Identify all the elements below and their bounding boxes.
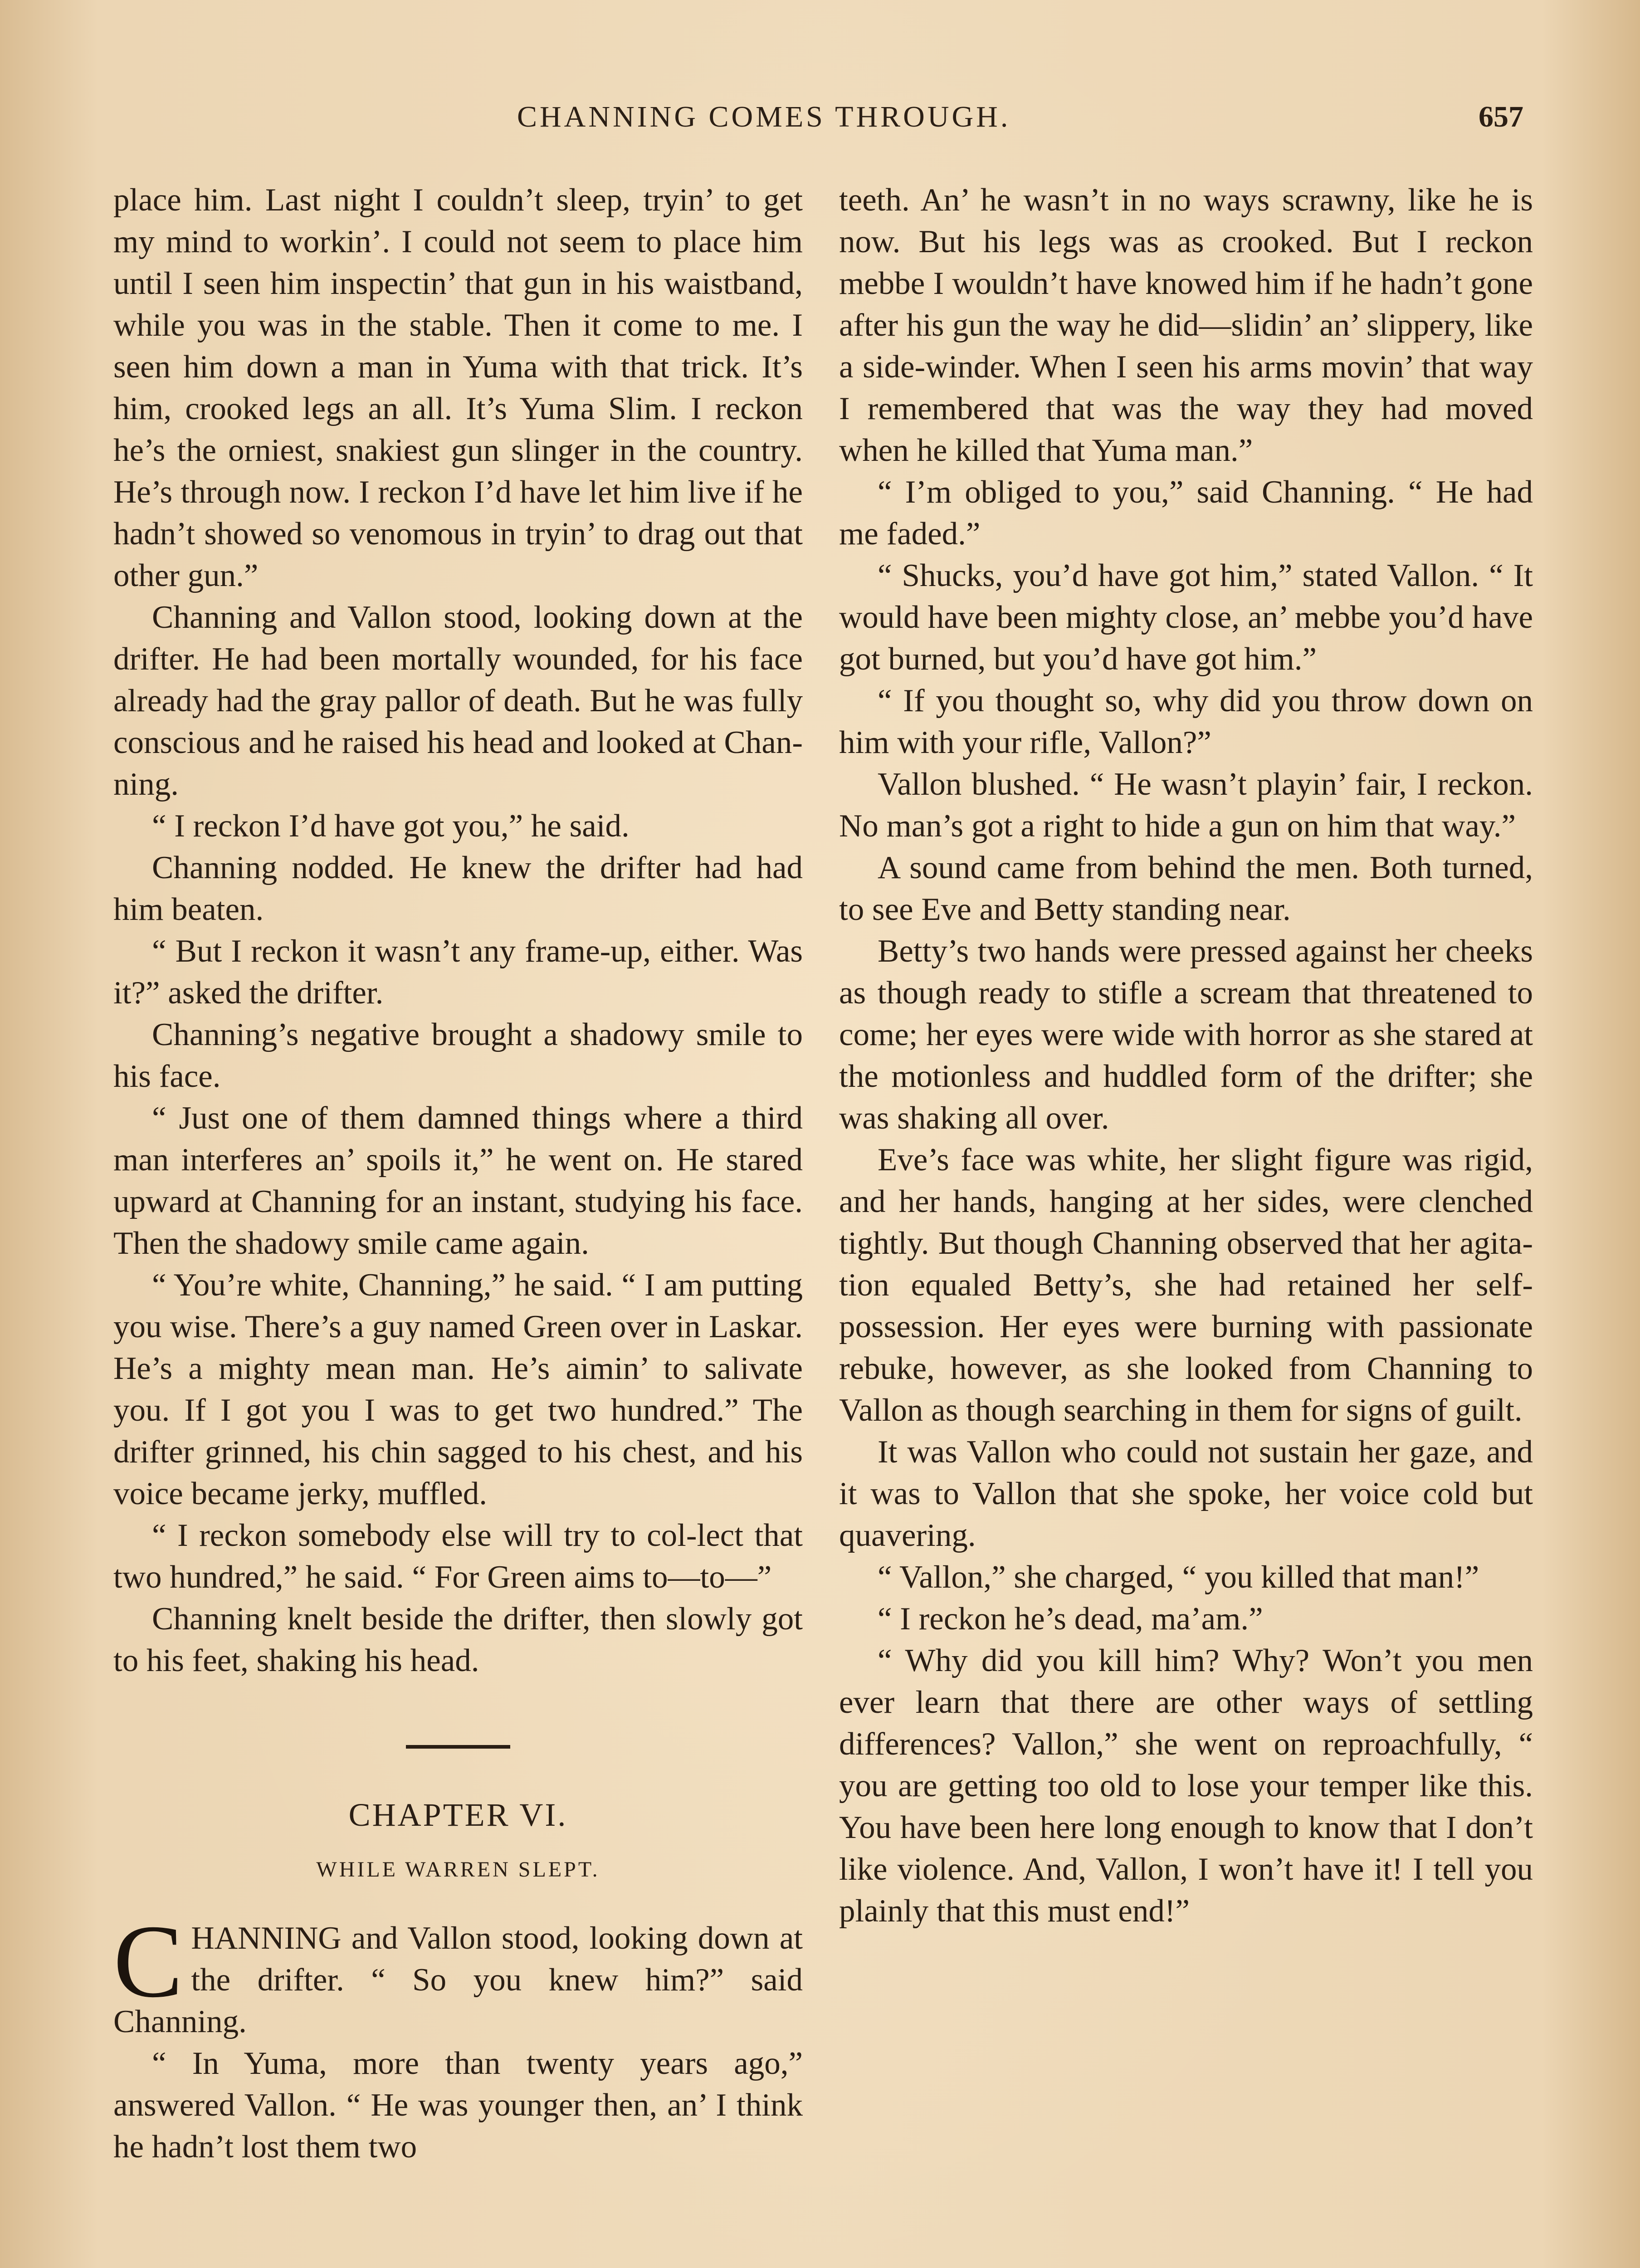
paragraph: “ Vallon,” she charged, “ you killed that man!” [878,1559,1479,1595]
paragraph: “ I reckon somebody else will try to col-lect that two hundred,” he said. “ For Green aims to—to—” [113,1518,803,1595]
paragraph: “ I reckon I’d have got you,” he said. [152,808,630,844]
chapter-opening-text: HANNING and Vallon stood, looking down at the drifter. “ So you knew him?” said Channing. [113,1921,803,2039]
paragraph: Vallon blushed. “ He wasn’t playin’ fair, I reckon. No man’s got a right to hide a gun on him that way.” [839,767,1533,844]
left-column [113,179,803,2168]
paragraph: Betty’s two hands were pressed against her cheeks as though ready to stifle a scream that threatened to come; her eyes were wide with horror as she stared at the motionless and huddled form of the drifter; she was shaking all over. [839,934,1533,1136]
running-title: CHANNING COMES THROUGH. [517,100,1011,133]
paragraph: “ But I reckon it wasn’t any frame-up, either. Was it?” asked the drifter. [113,934,803,1011]
paragraph: It was Vallon who could not sustain her gaze, and it was to Vallon that she spoke, her voice cold but quavering. [839,1434,1533,1553]
paragraph: “ You’re white, Channing,” he said. “ I am putting you wise. There’s a guy named Green over in Laskar. He’s a mighty mean man. He’s aimin’ to salivate you. If I got you I was to get two hundred.” The drifter grinned, his chin sagged to his chest, and his voice became jerky, muffled. [113,1267,803,1511]
page-number: 657 [1479,100,1523,133]
chapter-title: WHILE WARREN SLEPT. [316,1857,600,1882]
paragraph: place him. Last night I couldn’t sleep, tryin’ to get my mind to workin’. I could not seem to place him until I seen him inspectin’ that gun in his waistband, while you was in the stable. Then it come to me. I seen him down a man in Yuma with that trick. It’s him, crooked legs an all. It’s Yuma Slim. I reckon he’s the orniest, snakiest gun slinger in the country. He’s through now. I reckon I’d have let him live if he hadn’t showed so venomous in tryin’ to drag out that other gun.” [113,182,803,593]
paragraph: “ I reckon he’s dead, ma’am.” [878,1601,1263,1637]
chapter-number: CHAPTER VI. [348,1797,568,1833]
paragraph: Channing and Vallon stood, looking down at the drifter. He had been mortally wounded, for his face already had the gray pallor of death. But he was fully conscious and he raised his head and looked at Chan-ning. [113,600,803,802]
right-column [839,179,1533,1932]
paragraph: “ Just one of them damned things where a third man interferes an’ spoils it,” he went on. He stared upward at Channing for an instant, studying his face. Then the shadowy smile came again. [113,1100,803,1261]
paragraph: Channing knelt beside the drifter, then slowly got to his feet, shaking his head. [113,1601,803,1678]
paragraph: Channing’s negative brought a shadowy smile to his face. [113,1017,803,1094]
section-divider [406,1745,510,1749]
paragraph: “ Why did you kill him? Why? Won’t you men ever learn that there are other ways of settling differences? Vallon,” she went on reproachfully, “ you are getting too old to lose your temper like this. You have been here long enough to know that I don’t like violence. And, Vallon, I won’t have it! I tell you plainly that this must end!” [839,1643,1533,1929]
paragraph: “ I’m obliged to you,” said Channing. “ He had me faded.” [839,474,1533,552]
drop-cap: C [113,1903,183,2019]
paragraph: “ Shucks, you’d have got him,” stated Vallon. “ It would have been mighty close, an’ mebbe you’d have got burned, but you’d have got him.” [839,558,1533,677]
paragraph: Eve’s face was white, her slight figure was rigid, and her hands, hanging at her sides, were clenched tightly. But though Channing observed that her agita-tion equaled Betty’s, she had retained her self-possession. Her eyes were burning with passionate rebuke, however, as she looked from Channing to Vallon as though searching in them for signs of guilt. [839,1142,1533,1428]
paragraph: A sound came from behind the men. Both turned, to see Eve and Betty standing near. [839,850,1533,927]
paragraph: “ In Yuma, more than twenty years ago,” answered Vallon. “ He was younger then, an’ I think he hadn’t lost them two [113,2046,803,2165]
paragraph: teeth. An’ he wasn’t in no ways scrawny, like he is now. But his legs was as crooked. But I reckon mebbe I wouldn’t have knowed him if he hadn’t gone after his gun the way he did—slidin’ an’ slippery, like a side-winder. When I seen his arms movin’ that way I remembered that was the way they had moved when he killed that Yuma man.” [839,182,1533,468]
chapter-opening-paragraph [113,1903,803,2043]
paragraph: Channing nodded. He knew the drifter had had him beaten. [113,850,803,927]
paragraph: “ If you thought so, why did you throw down on him with your rifle, Vallon?” [839,683,1533,760]
